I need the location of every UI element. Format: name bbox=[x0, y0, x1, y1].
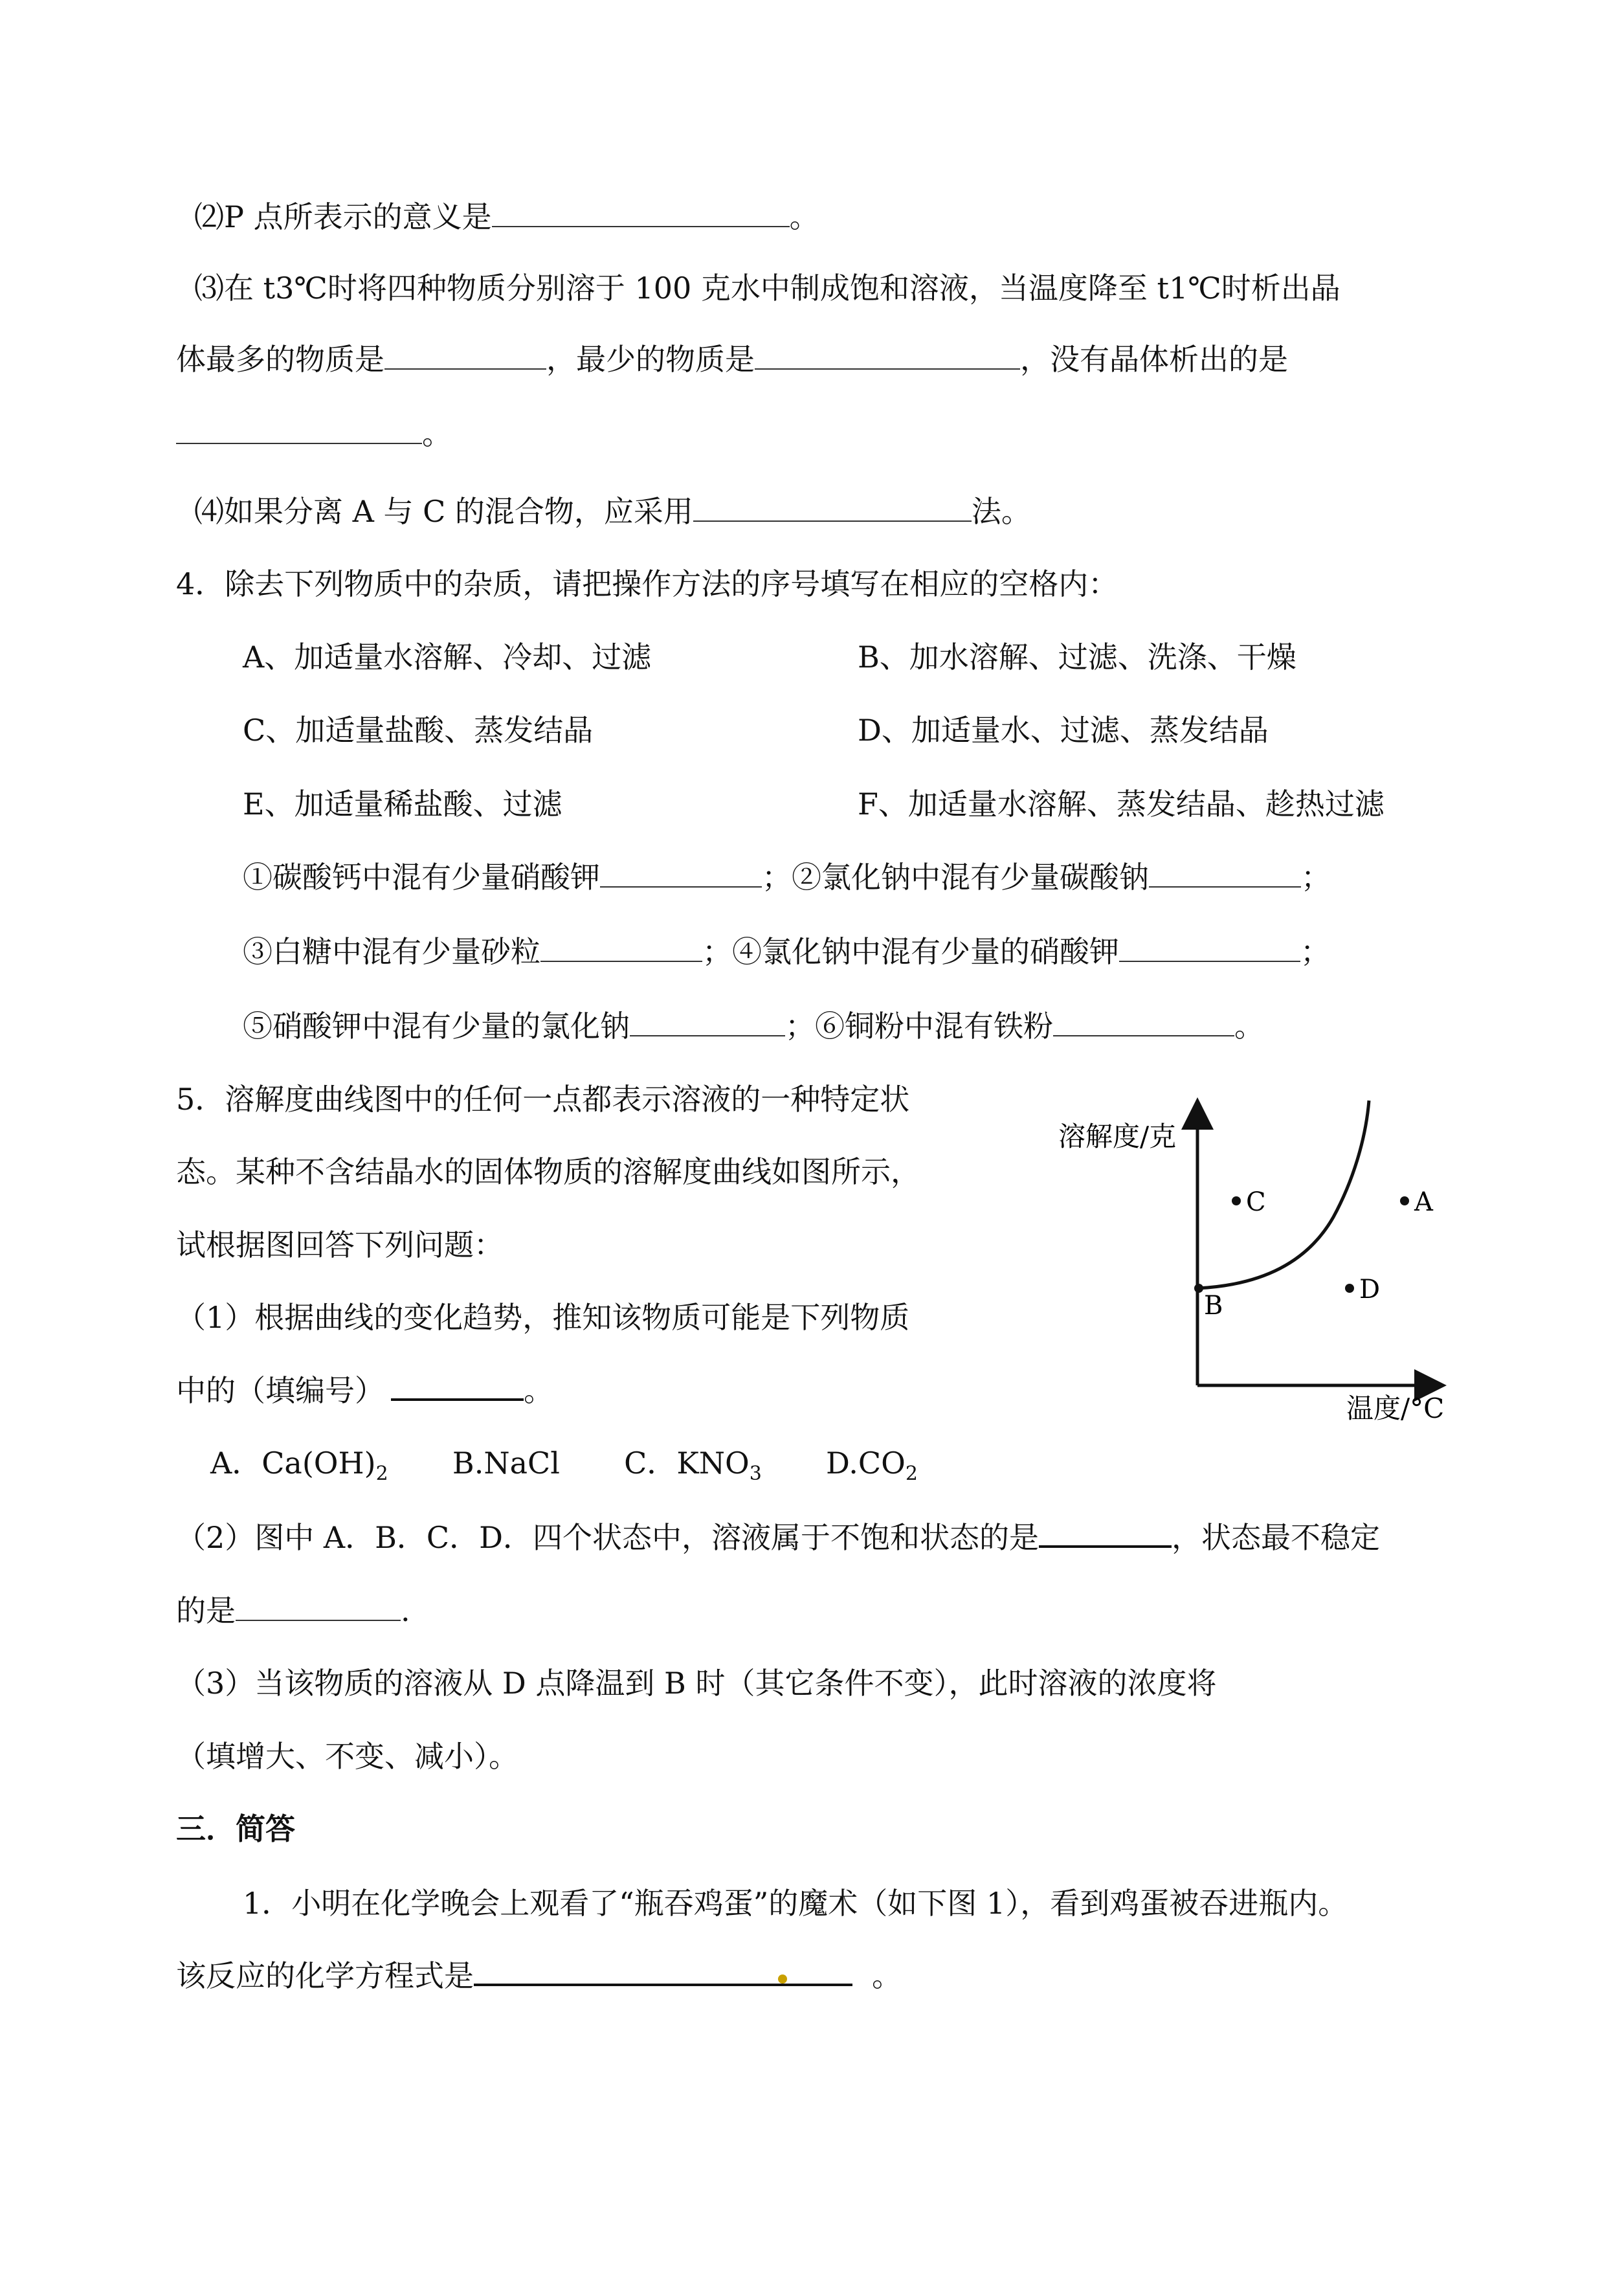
choice-d-text: D.CO bbox=[826, 1446, 906, 1481]
q5-stem-line2: 态。某种不含结晶水的固体物质的溶解度曲线如图所示， bbox=[176, 1154, 920, 1189]
q4-option-a: A、加适量水溶解、冷却、过滤 bbox=[243, 640, 652, 675]
answer-blank[interactable] bbox=[391, 1372, 524, 1401]
choice-b: B.NaCl bbox=[452, 1446, 560, 1481]
solubility-curve bbox=[1197, 1101, 1369, 1288]
q3-part3-text-a: 体最多的物质是 bbox=[176, 342, 384, 377]
q3-part4 bbox=[194, 492, 1031, 531]
answer-blank[interactable] bbox=[693, 495, 972, 522]
q4-sep: ； bbox=[1300, 934, 1330, 969]
q3-part4-text: ⑷如果分离 A 与 C 的混合物，应采用 bbox=[194, 494, 693, 529]
section3-title: 三．简答 bbox=[176, 1811, 295, 1846]
answer-blank[interactable] bbox=[474, 1958, 852, 1986]
q4-item-6: ；⑥铜粉中混有铁粉 bbox=[785, 1009, 1053, 1044]
choice-c-text: C．KNO bbox=[624, 1446, 750, 1481]
q4-items-row1 bbox=[243, 858, 1331, 897]
q4-item-4: ；④氯化钠中混有少量的硝酸钾 bbox=[702, 934, 1119, 969]
q4-item-1: ①碳酸钙中混有少量硝酸钾 bbox=[243, 860, 600, 895]
q4-stem: 4．除去下列物质中的杂质，请把操作方法的序号填写在相应的空格内： bbox=[176, 566, 1118, 601]
point-b-dot bbox=[1194, 1284, 1203, 1293]
answer-blank[interactable] bbox=[1149, 860, 1301, 888]
q3-part2-end: 。 bbox=[789, 199, 819, 234]
q4-end: 。 bbox=[1234, 1009, 1264, 1044]
answer-blank[interactable] bbox=[755, 342, 1020, 370]
q4-items-row2 bbox=[243, 932, 1330, 971]
q3-part4-end: 法。 bbox=[971, 494, 1031, 529]
q3-part3-line2 bbox=[176, 340, 1288, 379]
mark-dot bbox=[778, 1974, 787, 1984]
point-b-label: B bbox=[1204, 1291, 1223, 1321]
choice-a-sub: 2 bbox=[375, 1462, 388, 1485]
q5-choices bbox=[210, 1444, 918, 1493]
q5-p2-text-c: 的是 bbox=[176, 1593, 236, 1628]
choice-d bbox=[826, 1446, 918, 1485]
q5-p2-text-a: （2）图中 A．B．C．D．四个状态中，溶液属于不饱和状态的是 bbox=[176, 1520, 1039, 1555]
q4-item-2: ；②氯化钠中混有少量碳酸钠 bbox=[762, 860, 1149, 895]
q5-p3-line2: （填增大、不变、减小）。 bbox=[176, 1739, 518, 1774]
q5-p1-end: 。 bbox=[524, 1373, 553, 1408]
s3-q1-line2 bbox=[176, 1956, 902, 1995]
answer-blank[interactable] bbox=[600, 860, 762, 888]
q4-sep: ； bbox=[1301, 860, 1331, 895]
q4-item-3: ③白糖中混有少量砂粒 bbox=[243, 934, 540, 969]
q5-p1-line1: （1）根据曲线的变化趋势，推知该物质可能是下列物质 bbox=[176, 1300, 910, 1335]
x-axis-label: 温度/°C bbox=[1346, 1393, 1445, 1424]
answer-blank[interactable] bbox=[1039, 1519, 1172, 1548]
s3-q1-line1: 1．小明在化学晚会上观看了“瓶吞鸡蛋”的魔术（如下图 1），看到鸡蛋被吞进瓶内。 bbox=[243, 1886, 1348, 1921]
point-c-label: C bbox=[1246, 1187, 1266, 1217]
q5-p2-text-b: ，状态最不稳定 bbox=[1172, 1520, 1380, 1555]
choice-c bbox=[624, 1446, 762, 1485]
q5-p3-line1: （3）当该物质的溶液从 D 点降温到 B 时（其它条件不变），此时溶液的浓度将 bbox=[176, 1666, 1217, 1701]
solubility-graph bbox=[1029, 1088, 1482, 1424]
q4-option-b: B、加水溶解、过滤、洗涤、干燥 bbox=[858, 640, 1296, 675]
q4-item-5: ⑤硝酸钾中混有少量的氯化钠 bbox=[243, 1009, 630, 1044]
s3-q1-text: 该反应的化学方程式是 bbox=[176, 1958, 474, 1993]
q3-part2 bbox=[194, 197, 819, 236]
point-d-label: D bbox=[1359, 1275, 1381, 1304]
point-a-dot bbox=[1400, 1196, 1409, 1205]
q5-p1-text: 中的（填编号） bbox=[176, 1373, 384, 1408]
answer-blank[interactable] bbox=[384, 342, 546, 370]
q3-part3-text-c: ，没有晶体析出的是 bbox=[1020, 342, 1288, 377]
q5-stem-line1: 5．溶解度曲线图中的任何一点都表示溶液的一种特定状 bbox=[176, 1082, 910, 1117]
s3-q1-end: 。 bbox=[872, 1958, 902, 1993]
y-axis-label: 溶解度/克 bbox=[1058, 1121, 1177, 1152]
q5-p2-line2 bbox=[176, 1591, 410, 1630]
answer-blank[interactable] bbox=[236, 1594, 401, 1621]
q5-p2-end: . bbox=[401, 1593, 410, 1628]
choice-d-sub: 2 bbox=[905, 1462, 918, 1485]
answer-blank[interactable] bbox=[540, 935, 702, 962]
q4-option-d: D、加适量水、过滤、蒸发结晶 bbox=[858, 713, 1269, 748]
q4-option-c: C、加适量盐酸、蒸发结晶 bbox=[243, 713, 594, 748]
choice-a bbox=[210, 1446, 388, 1485]
choice-a-text: A．Ca(OH) bbox=[210, 1446, 376, 1481]
answer-blank[interactable] bbox=[492, 200, 790, 227]
point-c-dot bbox=[1232, 1196, 1241, 1205]
choice-c-sub: 3 bbox=[749, 1462, 762, 1485]
answer-blank[interactable] bbox=[1053, 1009, 1234, 1036]
answer-blank[interactable] bbox=[176, 417, 422, 444]
q5-stem-line3: 试根据图回答下列问题： bbox=[176, 1227, 504, 1262]
answer-blank[interactable] bbox=[630, 1009, 785, 1036]
point-d-dot bbox=[1345, 1284, 1354, 1293]
q3-part3-line1: ⑶在 t3℃时将四种物质分别溶于 100 克水中制成饱和溶液，当温度降至 t1℃时析出晶 bbox=[194, 271, 1340, 306]
q3-part3-text-b: ，最少的物质是 bbox=[546, 342, 755, 377]
q4-option-f: F、加适量水溶解、蒸发结晶、趁热过滤 bbox=[858, 787, 1385, 822]
q5-p2-line1 bbox=[176, 1518, 1380, 1557]
q4-items-row3 bbox=[243, 1007, 1264, 1046]
q3-part3-line3 bbox=[176, 414, 452, 453]
q4-option-e: E、加适量稀盐酸、过滤 bbox=[243, 787, 562, 822]
q5-p1-line2 bbox=[176, 1371, 553, 1410]
q3-part3-end: 。 bbox=[422, 416, 452, 451]
answer-blank[interactable] bbox=[1119, 935, 1300, 962]
q3-part2-text: ⑵P 点所表示的意义是 bbox=[194, 199, 492, 234]
point-a-label: A bbox=[1414, 1187, 1433, 1217]
